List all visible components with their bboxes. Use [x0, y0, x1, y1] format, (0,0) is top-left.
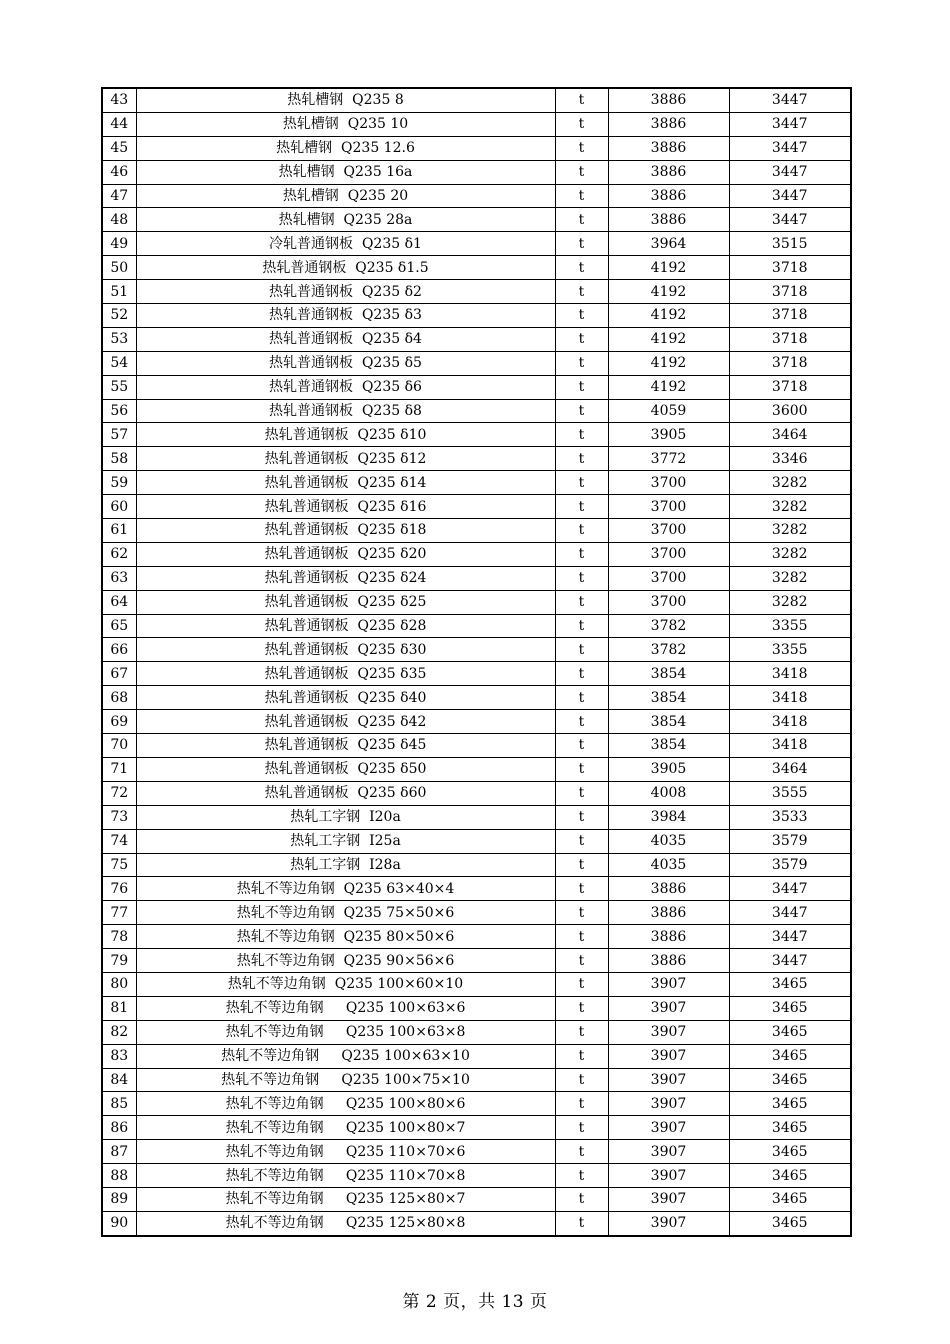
price-with-tax-cell: 3700 — [608, 495, 729, 519]
row-number-cell: 55 — [102, 375, 136, 399]
table-row — [102, 686, 851, 710]
price-with-tax-cell: 3700 — [608, 542, 729, 566]
unit-cell: t — [555, 351, 608, 375]
row-number-cell: 85 — [102, 1092, 136, 1116]
price-without-tax-cell: 3579 — [729, 829, 851, 853]
price-with-tax-cell: 3907 — [608, 1140, 729, 1164]
unit-cell: t — [555, 1140, 608, 1164]
unit-cell: t — [555, 853, 608, 877]
price-with-tax-cell: 3907 — [608, 1044, 729, 1068]
row-number-cell: 68 — [102, 686, 136, 710]
price-without-tax-cell: 3465 — [729, 1140, 851, 1164]
page-footer: 第 2 页，共 13 页 — [402, 1292, 548, 1312]
table-row — [102, 399, 851, 423]
price-with-tax-cell: 3964 — [608, 232, 729, 256]
table-row — [102, 1092, 851, 1116]
price-without-tax-cell: 3282 — [729, 519, 851, 543]
material-spec-cell: 热轧不等边角钢 Q235 125×80×7 — [136, 1187, 555, 1211]
unit-cell: t — [555, 88, 608, 112]
unit-cell: t — [555, 184, 608, 208]
unit-cell: t — [555, 1164, 608, 1188]
price-without-tax-cell: 3418 — [729, 686, 851, 710]
price-with-tax-cell: 3907 — [608, 1116, 729, 1140]
material-spec-cell: 热轧不等边角钢 Q235 100×63×8 — [136, 1020, 555, 1044]
row-number-cell: 86 — [102, 1116, 136, 1140]
unit-cell: t — [555, 112, 608, 136]
table-row — [102, 590, 851, 614]
table-row — [102, 208, 851, 232]
material-spec-cell: 热轧槽钢 Q235 12.6 — [136, 136, 555, 160]
material-spec-cell: 热轧普通钢板 Q235 δ16 — [136, 495, 555, 519]
unit-cell: t — [555, 590, 608, 614]
row-number-cell: 51 — [102, 280, 136, 304]
unit-cell: t — [555, 1187, 608, 1211]
material-spec-cell: 热轧普通钢板 Q235 δ42 — [136, 710, 555, 734]
price-with-tax-cell: 3854 — [608, 662, 729, 686]
unit-cell: t — [555, 1092, 608, 1116]
unit-cell: t — [555, 1044, 608, 1068]
material-spec-cell: 热轧普通钢板 Q235 δ24 — [136, 566, 555, 590]
table-row — [102, 1140, 851, 1164]
price-with-tax-cell: 3782 — [608, 638, 729, 662]
price-with-tax-cell: 3886 — [608, 949, 729, 973]
material-spec-cell: 热轧不等边角钢 Q235 63×40×4 — [136, 877, 555, 901]
row-number-cell: 50 — [102, 256, 136, 280]
price-without-tax-cell: 3464 — [729, 423, 851, 447]
unit-cell: t — [555, 327, 608, 351]
row-number-cell: 60 — [102, 495, 136, 519]
price-with-tax-cell: 4035 — [608, 829, 729, 853]
price-with-tax-cell: 3886 — [608, 160, 729, 184]
table-row — [102, 304, 851, 328]
row-number-cell: 69 — [102, 710, 136, 734]
row-number-cell: 47 — [102, 184, 136, 208]
price-with-tax-cell: 3905 — [608, 423, 729, 447]
table-row — [102, 136, 851, 160]
price-with-tax-cell: 4192 — [608, 327, 729, 351]
material-spec-cell: 热轧槽钢 Q235 10 — [136, 112, 555, 136]
row-number-cell: 74 — [102, 829, 136, 853]
row-number-cell: 49 — [102, 232, 136, 256]
row-number-cell: 80 — [102, 972, 136, 996]
row-number-cell: 73 — [102, 805, 136, 829]
row-number-cell: 89 — [102, 1187, 136, 1211]
material-spec-cell: 热轧普通钢板 Q235 δ50 — [136, 757, 555, 781]
table-row — [102, 1211, 851, 1235]
row-number-cell: 79 — [102, 949, 136, 973]
table-row — [102, 351, 851, 375]
price-with-tax-cell: 4035 — [608, 853, 729, 877]
material-spec-cell: 热轧不等边角钢 Q235 100×80×6 — [136, 1092, 555, 1116]
unit-cell: t — [555, 566, 608, 590]
unit-cell: t — [555, 232, 608, 256]
price-without-tax-cell: 3515 — [729, 232, 851, 256]
row-number-cell: 56 — [102, 399, 136, 423]
price-with-tax-cell: 4192 — [608, 351, 729, 375]
unit-cell: t — [555, 1020, 608, 1044]
material-spec-cell: 热轧槽钢 Q235 28a — [136, 208, 555, 232]
price-table-body — [102, 88, 851, 1236]
price-without-tax-cell: 3718 — [729, 375, 851, 399]
row-number-cell: 45 — [102, 136, 136, 160]
price-without-tax-cell: 3464 — [729, 757, 851, 781]
material-spec-cell: 热轧不等边角钢 Q235 100×80×7 — [136, 1116, 555, 1140]
price-with-tax-cell: 3782 — [608, 614, 729, 638]
table-row — [102, 901, 851, 925]
unit-cell: t — [555, 1211, 608, 1235]
price-without-tax-cell: 3346 — [729, 447, 851, 471]
row-number-cell: 62 — [102, 542, 136, 566]
unit-cell: t — [555, 829, 608, 853]
table-row — [102, 757, 851, 781]
material-spec-cell: 热轧不等边角钢 Q235 80×50×6 — [136, 925, 555, 949]
unit-cell: t — [555, 208, 608, 232]
table-row — [102, 996, 851, 1020]
row-number-cell: 64 — [102, 590, 136, 614]
table-row — [102, 88, 851, 112]
price-without-tax-cell: 3282 — [729, 590, 851, 614]
material-spec-cell: 热轧普通钢板 Q235 δ12 — [136, 447, 555, 471]
unit-cell: t — [555, 423, 608, 447]
table-row — [102, 734, 851, 758]
price-without-tax-cell: 3418 — [729, 710, 851, 734]
row-number-cell: 52 — [102, 304, 136, 328]
table-row — [102, 495, 851, 519]
row-number-cell: 59 — [102, 471, 136, 495]
price-without-tax-cell: 3282 — [729, 542, 851, 566]
material-spec-cell: 热轧工字钢 I28a — [136, 853, 555, 877]
unit-cell: t — [555, 1068, 608, 1092]
row-number-cell: 44 — [102, 112, 136, 136]
price-with-tax-cell: 3886 — [608, 184, 729, 208]
price-with-tax-cell: 3854 — [608, 710, 729, 734]
unit-cell: t — [555, 471, 608, 495]
price-without-tax-cell: 3465 — [729, 1044, 851, 1068]
material-spec-cell: 热轧不等边角钢 Q235 100×60×10 — [136, 972, 555, 996]
price-without-tax-cell: 3282 — [729, 471, 851, 495]
material-spec-cell: 热轧槽钢 Q235 8 — [136, 88, 555, 112]
price-with-tax-cell: 3907 — [608, 996, 729, 1020]
price-with-tax-cell: 4192 — [608, 375, 729, 399]
table-row — [102, 447, 851, 471]
table-row — [102, 375, 851, 399]
price-with-tax-cell: 3886 — [608, 925, 729, 949]
material-spec-cell: 热轧普通钢板 Q235 δ6 — [136, 375, 555, 399]
material-spec-cell: 热轧普通钢板 Q235 δ40 — [136, 686, 555, 710]
material-spec-cell: 热轧普通钢板 Q235 δ4 — [136, 327, 555, 351]
material-spec-cell: 热轧不等边角钢 Q235 110×70×8 — [136, 1164, 555, 1188]
unit-cell: t — [555, 256, 608, 280]
price-with-tax-cell: 3700 — [608, 566, 729, 590]
price-with-tax-cell: 3886 — [608, 901, 729, 925]
row-number-cell: 88 — [102, 1164, 136, 1188]
price-with-tax-cell: 3907 — [608, 1164, 729, 1188]
material-spec-cell: 热轧普通钢板 Q235 δ45 — [136, 734, 555, 758]
unit-cell: t — [555, 662, 608, 686]
price-without-tax-cell: 3282 — [729, 495, 851, 519]
price-with-tax-cell: 4059 — [608, 399, 729, 423]
row-number-cell: 43 — [102, 88, 136, 112]
table-row — [102, 925, 851, 949]
price-without-tax-cell: 3600 — [729, 399, 851, 423]
row-number-cell: 78 — [102, 925, 136, 949]
row-number-cell: 57 — [102, 423, 136, 447]
price-without-tax-cell: 3447 — [729, 925, 851, 949]
row-number-cell: 46 — [102, 160, 136, 184]
unit-cell: t — [555, 757, 608, 781]
row-number-cell: 67 — [102, 662, 136, 686]
row-number-cell: 75 — [102, 853, 136, 877]
price-with-tax-cell: 3854 — [608, 686, 729, 710]
table-row — [102, 805, 851, 829]
price-with-tax-cell: 4192 — [608, 256, 729, 280]
material-spec-cell: 热轧普通钢板 Q235 δ3 — [136, 304, 555, 328]
table-row — [102, 710, 851, 734]
price-without-tax-cell: 3447 — [729, 208, 851, 232]
price-without-tax-cell: 3282 — [729, 566, 851, 590]
price-without-tax-cell: 3718 — [729, 304, 851, 328]
unit-cell: t — [555, 781, 608, 805]
material-spec-cell: 热轧槽钢 Q235 16a — [136, 160, 555, 184]
table-row — [102, 662, 851, 686]
table-row — [102, 1116, 851, 1140]
unit-cell: t — [555, 495, 608, 519]
material-spec-cell: 热轧普通钢板 Q235 δ14 — [136, 471, 555, 495]
unit-cell: t — [555, 734, 608, 758]
unit-cell: t — [555, 1116, 608, 1140]
material-spec-cell: 热轧普通钢板 Q235 δ20 — [136, 542, 555, 566]
material-spec-cell: 热轧普通钢板 Q235 δ2 — [136, 280, 555, 304]
material-spec-cell: 热轧不等边角钢 Q235 100×63×10 — [136, 1044, 555, 1068]
price-with-tax-cell: 3984 — [608, 805, 729, 829]
price-without-tax-cell: 3418 — [729, 662, 851, 686]
price-without-tax-cell: 3533 — [729, 805, 851, 829]
price-without-tax-cell: 3718 — [729, 280, 851, 304]
material-spec-cell: 热轧不等边角钢 Q235 110×70×6 — [136, 1140, 555, 1164]
price-with-tax-cell: 3905 — [608, 757, 729, 781]
unit-cell: t — [555, 996, 608, 1020]
price-with-tax-cell: 3907 — [608, 1211, 729, 1235]
price-with-tax-cell: 3886 — [608, 136, 729, 160]
row-number-cell: 48 — [102, 208, 136, 232]
unit-cell: t — [555, 375, 608, 399]
unit-cell: t — [555, 877, 608, 901]
table-row — [102, 638, 851, 662]
table-row — [102, 1020, 851, 1044]
table-row — [102, 972, 851, 996]
table-row — [102, 519, 851, 543]
price-with-tax-cell: 4192 — [608, 304, 729, 328]
price-without-tax-cell: 3465 — [729, 972, 851, 996]
price-without-tax-cell: 3555 — [729, 781, 851, 805]
row-number-cell: 71 — [102, 757, 136, 781]
price-without-tax-cell: 3465 — [729, 1187, 851, 1211]
material-spec-cell: 热轧不等边角钢 Q235 90×56×6 — [136, 949, 555, 973]
row-number-cell: 82 — [102, 1020, 136, 1044]
material-spec-cell: 热轧普通钢板 Q235 δ25 — [136, 590, 555, 614]
table-row — [102, 160, 851, 184]
price-without-tax-cell: 3447 — [729, 949, 851, 973]
table-row — [102, 1044, 851, 1068]
price-with-tax-cell: 3907 — [608, 1187, 729, 1211]
row-number-cell: 54 — [102, 351, 136, 375]
price-without-tax-cell: 3718 — [729, 327, 851, 351]
price-without-tax-cell: 3447 — [729, 88, 851, 112]
row-number-cell: 83 — [102, 1044, 136, 1068]
price-without-tax-cell: 3718 — [729, 351, 851, 375]
row-number-cell: 77 — [102, 901, 136, 925]
price-without-tax-cell: 3355 — [729, 614, 851, 638]
unit-cell: t — [555, 136, 608, 160]
unit-cell: t — [555, 542, 608, 566]
unit-cell: t — [555, 710, 608, 734]
row-number-cell: 65 — [102, 614, 136, 638]
unit-cell: t — [555, 519, 608, 543]
table-row — [102, 256, 851, 280]
material-spec-cell: 热轧不等边角钢 Q235 75×50×6 — [136, 901, 555, 925]
material-spec-cell: 热轧不等边角钢 Q235 100×63×6 — [136, 996, 555, 1020]
price-without-tax-cell: 3465 — [729, 1164, 851, 1188]
row-number-cell: 63 — [102, 566, 136, 590]
row-number-cell: 87 — [102, 1140, 136, 1164]
table-row — [102, 280, 851, 304]
price-without-tax-cell: 3447 — [729, 901, 851, 925]
material-spec-cell: 热轧普通钢板 Q235 δ30 — [136, 638, 555, 662]
price-without-tax-cell: 3579 — [729, 853, 851, 877]
row-number-cell: 70 — [102, 734, 136, 758]
price-without-tax-cell: 3718 — [729, 256, 851, 280]
price-with-tax-cell: 3886 — [608, 88, 729, 112]
material-spec-cell: 热轧工字钢 I20a — [136, 805, 555, 829]
price-without-tax-cell: 3447 — [729, 136, 851, 160]
price-without-tax-cell: 3447 — [729, 877, 851, 901]
unit-cell: t — [555, 805, 608, 829]
row-number-cell: 61 — [102, 519, 136, 543]
price-with-tax-cell: 3854 — [608, 734, 729, 758]
table-row — [102, 232, 851, 256]
table-row — [102, 853, 851, 877]
table-row — [102, 327, 851, 351]
table-row — [102, 829, 851, 853]
material-spec-cell: 热轧普通钢板 Q235 δ18 — [136, 519, 555, 543]
price-without-tax-cell: 3465 — [729, 1092, 851, 1116]
table-row — [102, 1068, 851, 1092]
table-row — [102, 781, 851, 805]
unit-cell: t — [555, 972, 608, 996]
table-row — [102, 112, 851, 136]
price-without-tax-cell: 3465 — [729, 1116, 851, 1140]
material-spec-cell: 热轧普通钢板 Q235 δ35 — [136, 662, 555, 686]
price-with-tax-cell: 3886 — [608, 208, 729, 232]
row-number-cell: 84 — [102, 1068, 136, 1092]
price-with-tax-cell: 3907 — [608, 1020, 729, 1044]
unit-cell: t — [555, 901, 608, 925]
unit-cell: t — [555, 304, 608, 328]
price-without-tax-cell: 3465 — [729, 996, 851, 1020]
row-number-cell: 66 — [102, 638, 136, 662]
table-row — [102, 542, 851, 566]
price-without-tax-cell: 3355 — [729, 638, 851, 662]
table-row — [102, 1164, 851, 1188]
price-with-tax-cell: 3886 — [608, 112, 729, 136]
price-with-tax-cell: 4192 — [608, 280, 729, 304]
price-table — [101, 87, 852, 1237]
price-without-tax-cell: 3418 — [729, 734, 851, 758]
table-row — [102, 471, 851, 495]
table-row — [102, 423, 851, 447]
material-spec-cell: 热轧不等边角钢 Q235 125×80×8 — [136, 1211, 555, 1235]
material-spec-cell: 热轧不等边角钢 Q235 100×75×10 — [136, 1068, 555, 1092]
material-spec-cell: 热轧普通钢板 Q235 δ28 — [136, 614, 555, 638]
price-without-tax-cell: 3465 — [729, 1068, 851, 1092]
unit-cell: t — [555, 686, 608, 710]
material-spec-cell: 热轧普通钢板 Q235 δ60 — [136, 781, 555, 805]
material-spec-cell: 热轧工字钢 I25a — [136, 829, 555, 853]
row-number-cell: 76 — [102, 877, 136, 901]
table-row — [102, 949, 851, 973]
table-row — [102, 877, 851, 901]
price-with-tax-cell: 3700 — [608, 519, 729, 543]
material-spec-cell: 热轧槽钢 Q235 20 — [136, 184, 555, 208]
row-number-cell: 53 — [102, 327, 136, 351]
price-without-tax-cell: 3447 — [729, 112, 851, 136]
material-spec-cell: 热轧普通钢板 Q235 δ8 — [136, 399, 555, 423]
material-spec-cell: 热轧普通钢板 Q235 δ10 — [136, 423, 555, 447]
price-with-tax-cell: 3700 — [608, 471, 729, 495]
price-with-tax-cell: 3907 — [608, 972, 729, 996]
unit-cell: t — [555, 280, 608, 304]
price-without-tax-cell: 3447 — [729, 184, 851, 208]
price-with-tax-cell: 3772 — [608, 447, 729, 471]
row-number-cell: 81 — [102, 996, 136, 1020]
table-row — [102, 184, 851, 208]
table-row — [102, 1187, 851, 1211]
table-row — [102, 566, 851, 590]
unit-cell: t — [555, 638, 608, 662]
price-sheet — [101, 87, 850, 1237]
price-with-tax-cell: 3886 — [608, 877, 729, 901]
unit-cell: t — [555, 925, 608, 949]
price-with-tax-cell: 4008 — [608, 781, 729, 805]
row-number-cell: 72 — [102, 781, 136, 805]
unit-cell: t — [555, 949, 608, 973]
unit-cell: t — [555, 447, 608, 471]
price-with-tax-cell: 3700 — [608, 590, 729, 614]
unit-cell: t — [555, 399, 608, 423]
material-spec-cell: 热轧普通钢板 Q235 δ1.5 — [136, 256, 555, 280]
unit-cell: t — [555, 160, 608, 184]
row-number-cell: 90 — [102, 1211, 136, 1235]
price-with-tax-cell: 3907 — [608, 1068, 729, 1092]
material-spec-cell: 热轧普通钢板 Q235 δ5 — [136, 351, 555, 375]
price-with-tax-cell: 3907 — [608, 1092, 729, 1116]
unit-cell: t — [555, 614, 608, 638]
material-spec-cell: 冷轧普通钢板 Q235 δ1 — [136, 232, 555, 256]
table-row — [102, 614, 851, 638]
price-without-tax-cell: 3465 — [729, 1020, 851, 1044]
row-number-cell: 58 — [102, 447, 136, 471]
price-without-tax-cell: 3447 — [729, 160, 851, 184]
price-without-tax-cell: 3465 — [729, 1211, 851, 1235]
